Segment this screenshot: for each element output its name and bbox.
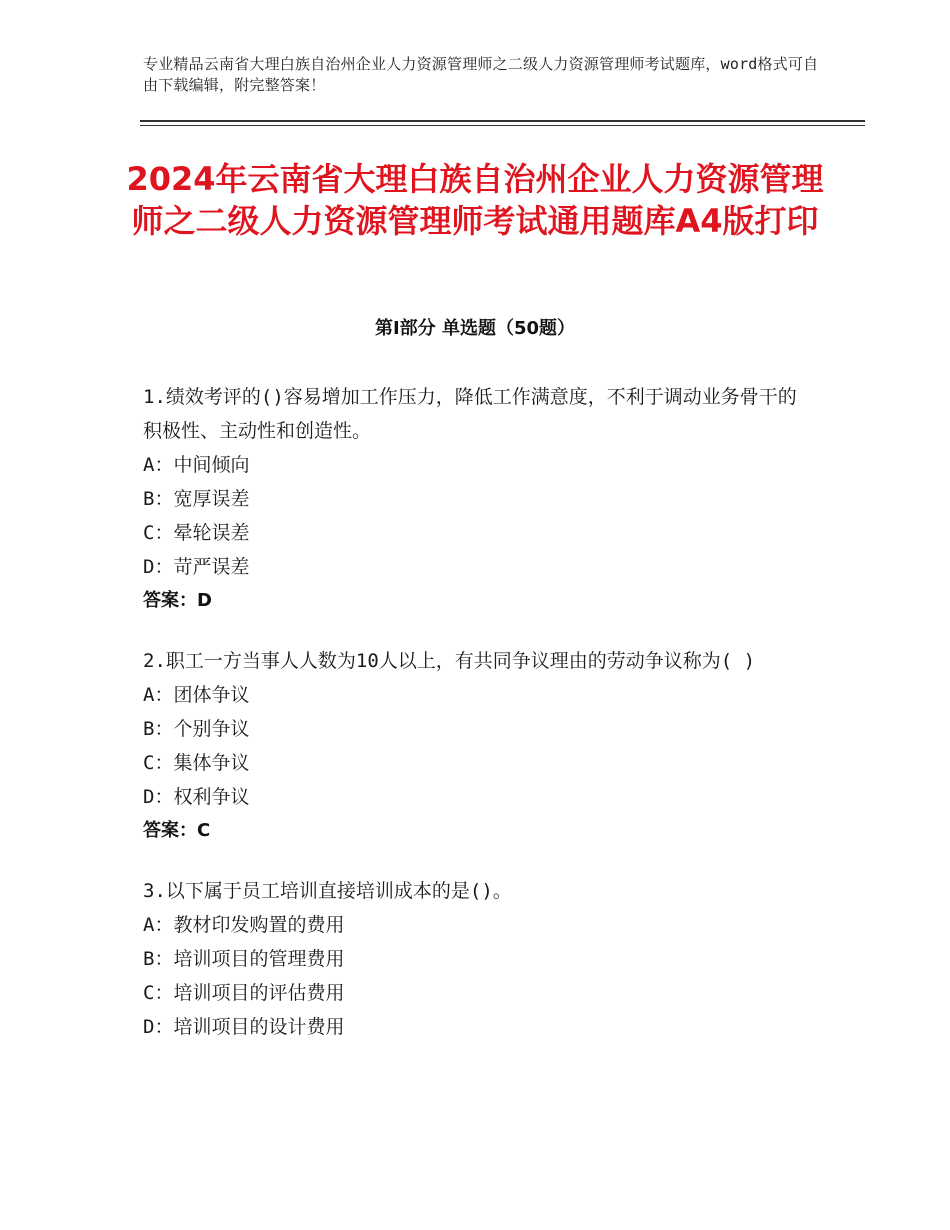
- question-answer: 答案：C: [143, 820, 211, 841]
- question-option-c: C：集体争议: [143, 752, 250, 774]
- question-option-b: B：宽厚误差: [143, 488, 250, 510]
- question-option-a: A：中间倾向: [143, 454, 250, 476]
- header-note: 专业精品云南省大理白族自治州企业人力资源管理师之二级人力资源管理师考试题库，word格式可自由下载编辑，附完整答案！: [143, 55, 819, 94]
- header-divider-thick: [140, 120, 865, 122]
- document-title: 2024年云南省大理白族自治州企业人力资源管理师之二级人力资源管理师考试通用题库A4版打印: [126, 160, 824, 240]
- question-stem: 1.绩效考评的()容易增加工作压力，降低工作满意度，不利于调动业务骨干的积极性、主动性和创造性。: [143, 386, 797, 442]
- question-item-3: [143, 874, 813, 1044]
- question-answer: 答案：D: [143, 590, 212, 611]
- question-option-b: B：个别争议: [143, 718, 250, 740]
- question-stem: 3.以下属于员工培训直接培训成本的是()。: [143, 880, 512, 902]
- question-option-d: D：苛严误差: [143, 556, 250, 578]
- question-option-a: A：团体争议: [143, 684, 250, 706]
- question-option-d: D：培训项目的设计费用: [143, 1016, 345, 1038]
- question-option-c: C：晕轮误差: [143, 522, 250, 544]
- header-divider-thin: [140, 125, 865, 126]
- section-title: 第Ⅰ部分 单选题（50题）: [374, 318, 575, 339]
- question-option-d: D：权利争议: [143, 786, 250, 808]
- question-list: [143, 380, 813, 1070]
- question-option-b: B：培训项目的管理费用: [143, 948, 345, 970]
- question-option-a: A：教材印发购置的费用: [143, 914, 345, 936]
- question-stem: 2.职工一方当事人人数为10人以上，有共同争议理由的劳动争议称为( ): [143, 650, 756, 672]
- question-option-c: C：培训项目的评估费用: [143, 982, 345, 1004]
- question-item-1: [143, 380, 813, 618]
- question-item-2: [143, 644, 813, 848]
